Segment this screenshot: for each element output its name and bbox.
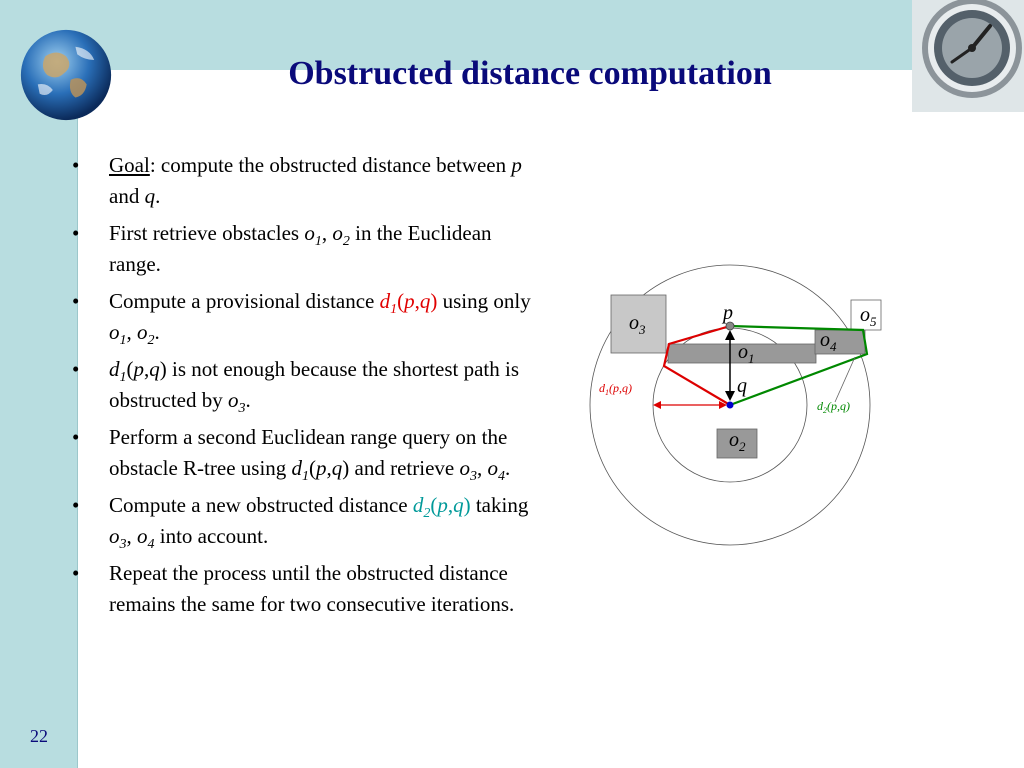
- bullet-text: q: [144, 184, 156, 208]
- bullet-text: 2: [342, 234, 350, 250]
- bullet-text: 3: [119, 537, 127, 553]
- bullet-text: ,: [126, 524, 137, 548]
- bullet-text: q: [149, 357, 160, 381]
- bullet-item: [72, 490, 532, 552]
- label-d1: $d_1(p,q)$: [599, 381, 632, 397]
- bullet-text: p: [437, 493, 448, 517]
- label-o5: $o_5$: [860, 304, 877, 329]
- bullet-text: p: [316, 456, 327, 480]
- bullet-text: .: [504, 456, 511, 480]
- label-o3: $o_3$: [629, 312, 646, 337]
- bullet-marker: •: [72, 493, 80, 517]
- bullet-text: 3: [238, 401, 246, 417]
- point-q: [727, 402, 734, 409]
- bullet-text: ,: [326, 456, 332, 480]
- bullet-text: (: [430, 493, 438, 517]
- bullet-text: p: [511, 153, 522, 177]
- bullet-text: ,: [321, 221, 333, 245]
- bullet-text: d: [109, 357, 120, 381]
- bullet-text: Compute a provisional distance: [109, 289, 380, 313]
- bullet-item: [72, 558, 532, 620]
- bullet-text: .: [245, 388, 251, 412]
- bullet-text: 2: [423, 506, 431, 522]
- bullet-text: 1: [390, 302, 398, 318]
- bullet-text: ): [159, 357, 167, 381]
- bullet-text: 4: [147, 537, 155, 553]
- bullet-text: 2: [147, 333, 155, 349]
- obstructed-distance-figure: [585, 262, 885, 552]
- bullet-item: [72, 422, 532, 484]
- bullet-text: o: [332, 221, 343, 245]
- bullet-item: [72, 218, 532, 280]
- bullet-text: o: [304, 221, 315, 245]
- bullet-text: d: [379, 289, 391, 313]
- bullet-text: ,: [447, 493, 454, 517]
- pq-arrow-head-down: [725, 391, 735, 401]
- bullet-item: [72, 150, 532, 212]
- bullet-text: o: [227, 388, 239, 412]
- bullet-marker: •: [72, 425, 80, 449]
- label-q: q: [737, 375, 747, 397]
- bullet-text: ): [342, 456, 350, 480]
- label-p: p: [723, 302, 733, 324]
- bullet-text: (: [309, 456, 317, 480]
- bullet-marker: •: [72, 221, 80, 245]
- bullet-text: ): [463, 493, 471, 517]
- label-o2: $o_2$: [729, 429, 746, 454]
- bullet-text: .: [155, 184, 161, 208]
- bullet-marker: •: [72, 561, 80, 585]
- slide-title: Obstructed distance computation: [288, 55, 772, 92]
- bullet-text: using only: [437, 289, 531, 313]
- label-d2: $d_2(p,q)$: [817, 399, 850, 415]
- bullet-text: d: [412, 493, 424, 517]
- bullet-text: in the Euclidean range.: [109, 221, 492, 276]
- bullet-text: q: [453, 493, 464, 517]
- bullet-text: into account.: [154, 524, 269, 548]
- bullet-text: Compute a new obstructed distance: [109, 493, 413, 517]
- bullet-list: [72, 150, 532, 626]
- bullet-marker: •: [72, 289, 80, 313]
- bullet-text: Goal: [109, 153, 150, 177]
- bullet-text: o: [109, 320, 120, 344]
- bullet-text: : compute the obstructed distance between: [149, 153, 512, 177]
- label-o4: $o_4$: [820, 329, 837, 354]
- bullet-text: (: [397, 289, 405, 313]
- bullet-text: (: [126, 357, 134, 381]
- bullet-text: First retrieve obstacles: [109, 221, 305, 245]
- bullet-text: ): [430, 289, 438, 313]
- bullet-text: and: [109, 184, 145, 208]
- bullet-text: 1: [302, 469, 310, 485]
- bullet-text: ,: [126, 320, 137, 344]
- bullet-text: 1: [119, 370, 127, 386]
- d1-path: [664, 326, 730, 405]
- bullet-text: o: [109, 524, 120, 548]
- bullet-marker: •: [72, 357, 80, 381]
- bullet-text: 4: [497, 469, 505, 485]
- page-number: 22: [30, 726, 48, 746]
- bullet-item: [72, 354, 532, 416]
- bullet-marker: •: [72, 153, 80, 177]
- bullet-text: ,: [476, 456, 488, 480]
- bullet-item: [72, 286, 532, 348]
- bullet-text: o: [459, 456, 470, 480]
- bullet-text: q: [331, 456, 343, 480]
- bullet-text: and retrieve: [349, 456, 460, 480]
- bullet-text: Perform a second Euclidean range query on the obstacle R-tree using: [109, 425, 508, 480]
- bullet-text: ,: [414, 289, 420, 313]
- bullet-text: .: [154, 320, 160, 344]
- bullet-text: p: [133, 357, 144, 381]
- bullet-text: is not enough because the shortest path is obstructed by: [109, 357, 520, 412]
- bullet-text: q: [419, 289, 431, 313]
- d1-arrow-head-left: [653, 401, 661, 409]
- bullet-text: d: [291, 456, 303, 480]
- bullet-text: o: [137, 524, 148, 548]
- bullet-text: 3: [469, 469, 477, 485]
- label-o1: $o_1$: [738, 341, 755, 366]
- bullet-text: taking: [470, 493, 529, 517]
- bullet-text: ,: [144, 357, 150, 381]
- bullet-text: p: [404, 289, 415, 313]
- bullet-text: o: [137, 320, 148, 344]
- pq-arrow-head-up: [725, 330, 735, 340]
- bullet-text: o: [487, 456, 498, 480]
- bullet-text: Repeat the process until the obstructed distance remains the same for two consecutive iterations.: [109, 561, 515, 616]
- bullet-text: 1: [314, 234, 322, 250]
- bullet-text: 1: [119, 333, 127, 349]
- globe-icon: [19, 28, 113, 122]
